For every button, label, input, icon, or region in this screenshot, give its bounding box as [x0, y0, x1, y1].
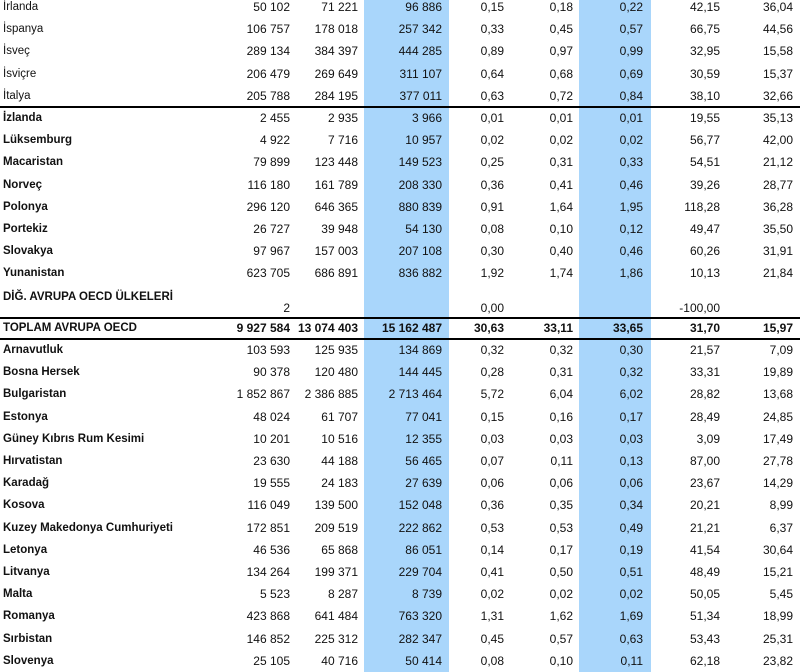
value-cell: 27,78	[762, 454, 793, 468]
value-cell: 116 049	[247, 498, 290, 513]
value-cell: 222 862	[398, 520, 442, 535]
table-row	[0, 406, 800, 428]
value-cell: 0,06	[549, 476, 573, 491]
table-row	[0, 650, 800, 672]
value-cell: 1,95	[619, 199, 643, 214]
value-cell: 31,70	[689, 321, 720, 335]
table-row	[0, 361, 800, 383]
country-name: Kosova	[3, 499, 45, 512]
value-cell: 0,06	[480, 476, 504, 491]
table-row	[0, 240, 800, 262]
value-cell: 35,50	[762, 222, 793, 236]
value-cell: 24,85	[762, 409, 793, 424]
value-cell: 0,91	[480, 199, 504, 214]
value-cell: 23,67	[689, 476, 720, 491]
value-cell: 25 105	[253, 653, 290, 668]
value-cell: 0,35	[549, 498, 573, 513]
value-cell: 0,08	[480, 222, 504, 236]
value-cell: 0,89	[480, 44, 504, 59]
value-cell: 51,34	[689, 609, 720, 624]
value-cell: 5,45	[769, 587, 793, 602]
value-cell: 65 868	[321, 542, 358, 557]
value-cell: -100,00	[679, 301, 720, 315]
value-cell: 205 788	[246, 88, 290, 103]
value-cell: 50 102	[253, 0, 290, 14]
value-cell: 36,04	[762, 0, 793, 14]
value-cell: 21,57	[689, 343, 720, 357]
value-cell: 1,64	[549, 199, 573, 214]
value-cell: 0,46	[619, 244, 643, 259]
value-cell: 39 948	[321, 222, 358, 236]
value-cell: 0,63	[619, 631, 643, 646]
country-name: İsveç	[3, 45, 30, 58]
country-name: Malta	[3, 588, 33, 601]
value-cell: 0,97	[549, 44, 573, 59]
table-row	[0, 450, 800, 472]
value-cell: 377 011	[399, 88, 442, 103]
value-cell: 284 195	[314, 88, 358, 103]
value-cell: 120 480	[314, 365, 358, 380]
value-cell: 62,18	[689, 653, 720, 668]
value-cell: 384 397	[314, 44, 358, 59]
value-cell: 0,30	[480, 244, 504, 259]
value-cell: 15 162 487	[381, 321, 442, 335]
value-cell: 0,33	[619, 155, 643, 170]
value-cell: 44,56	[762, 22, 793, 37]
value-cell: 0,17	[619, 409, 643, 424]
value-cell: 13,68	[762, 387, 793, 402]
value-cell: 46 536	[253, 542, 290, 557]
value-cell: 33,11	[543, 321, 573, 335]
value-cell: 296 120	[246, 199, 290, 214]
country-name: Yunanistan	[3, 267, 65, 280]
value-cell: 1,86	[619, 266, 643, 281]
value-cell: 61 707	[321, 409, 358, 424]
table-row	[0, 539, 800, 561]
table-row	[0, 583, 800, 605]
value-cell: 0,02	[619, 587, 643, 602]
country-name: Bulgaristan	[3, 388, 67, 401]
country-name: Estonya	[3, 410, 48, 423]
value-cell: 207 108	[398, 244, 442, 259]
value-cell: 206 479	[246, 66, 290, 81]
value-cell: 77 041	[405, 409, 442, 424]
country-name: Bosna Hersek	[3, 366, 80, 379]
value-cell: 4 922	[259, 133, 290, 148]
value-cell: 30,59	[689, 66, 720, 81]
value-cell: 3 966	[411, 111, 442, 125]
value-cell: 0,32	[619, 365, 643, 380]
table-row	[0, 85, 800, 107]
value-cell: 0,16	[549, 409, 573, 424]
country-name: Güney Kıbrıs Rum Kesimi	[3, 432, 145, 445]
value-cell: 5 523	[259, 587, 290, 602]
value-cell: 8 287	[327, 587, 358, 602]
value-cell: 36,28	[762, 199, 793, 214]
value-cell: 0,34	[619, 498, 643, 513]
value-cell: 880 839	[398, 199, 442, 214]
table-row	[0, 605, 800, 627]
country-name: Letonya	[3, 543, 48, 556]
value-cell: 14,29	[762, 476, 793, 491]
country-name: Polonya	[3, 200, 48, 213]
value-cell: 10 516	[321, 431, 358, 446]
value-cell: 0,10	[549, 653, 573, 668]
value-cell: 123 448	[314, 155, 358, 170]
value-cell: 28,77	[762, 177, 793, 192]
table-row	[0, 628, 800, 650]
value-cell: 90 378	[253, 365, 290, 380]
value-cell: 33,31	[689, 365, 720, 380]
country-name: Lüksemburg	[3, 134, 73, 147]
value-cell: 0,33	[480, 22, 504, 37]
value-cell: 48,49	[689, 565, 720, 579]
value-cell: 17,49	[762, 431, 793, 446]
value-cell: 3,09	[696, 431, 720, 446]
table-row	[0, 494, 800, 516]
value-cell: 13 074 403	[297, 321, 358, 335]
value-cell: 144 445	[398, 365, 442, 380]
table-row	[0, 262, 800, 284]
value-cell: 39,26	[689, 177, 720, 192]
value-cell: 42,15	[689, 0, 720, 14]
table-row	[0, 561, 800, 583]
value-cell: 161 789	[314, 177, 358, 192]
value-cell: 0,02	[549, 133, 573, 148]
value-cell: 199 371	[314, 565, 358, 579]
value-cell: 149 523	[398, 155, 442, 170]
value-cell: 1,62	[549, 609, 573, 624]
value-cell: 0,02	[480, 133, 504, 148]
value-cell: 25,31	[762, 631, 793, 646]
value-cell: 32,66	[762, 88, 793, 103]
country-name: Norveç	[3, 178, 42, 191]
country-name: İzlanda	[3, 112, 42, 124]
value-cell: 0,51	[619, 565, 643, 579]
value-cell: 0,45	[549, 22, 573, 37]
value-cell: 86 051	[405, 542, 442, 557]
value-cell: 0,68	[549, 66, 573, 81]
value-cell: 641 484	[314, 609, 358, 624]
country-name: Arnavutluk	[3, 344, 64, 356]
table-row	[0, 18, 800, 40]
value-cell: 282 347	[398, 631, 442, 646]
value-cell: 20,21	[689, 498, 720, 513]
value-cell: 0,10	[549, 222, 573, 236]
table-row	[0, 196, 800, 218]
value-cell: 103 593	[246, 343, 290, 357]
value-cell: 1,74	[549, 266, 573, 281]
value-cell: 19,55	[689, 111, 720, 125]
value-cell: 444 285	[398, 44, 442, 59]
value-cell: 24 183	[321, 476, 358, 491]
value-cell: 0,17	[549, 542, 573, 557]
value-cell: 15,58	[762, 44, 793, 59]
value-cell: 646 365	[314, 199, 358, 214]
table-row	[0, 218, 800, 240]
value-cell: 0,31	[549, 155, 573, 170]
value-cell: 28,49	[689, 409, 720, 424]
value-cell: 41,54	[689, 542, 720, 557]
country-name: İsviçre	[3, 67, 37, 80]
value-cell: 0,32	[549, 343, 573, 357]
value-cell: 0,40	[549, 244, 573, 259]
value-cell: 8 739	[411, 587, 442, 602]
value-cell: 60,26	[689, 244, 720, 259]
value-cell: 0,36	[480, 177, 504, 192]
value-cell: 225 312	[314, 631, 358, 646]
value-cell: 2 455	[259, 111, 290, 125]
value-cell: 53,43	[689, 631, 720, 646]
table-row	[0, 129, 800, 151]
value-cell: 0,19	[619, 542, 643, 557]
value-cell: 66,75	[689, 22, 720, 37]
value-cell: 7,09	[769, 343, 793, 357]
table-row	[0, 174, 800, 196]
value-cell: 28,82	[689, 387, 720, 402]
value-cell: 623 705	[246, 266, 290, 281]
value-cell: 44 188	[321, 454, 358, 468]
value-cell: 42,00	[762, 133, 793, 148]
value-cell: 38,10	[689, 88, 720, 103]
value-cell: 0,01	[549, 111, 573, 125]
value-cell: 0,12	[619, 222, 643, 236]
table-row	[0, 428, 800, 450]
value-cell: 97 967	[253, 244, 290, 259]
value-cell: 0,02	[480, 587, 504, 602]
table-row	[0, 107, 800, 129]
value-cell: 0,25	[480, 155, 504, 170]
table-row	[0, 151, 800, 173]
value-cell: 6,37	[769, 520, 793, 535]
value-cell: 146 852	[246, 631, 290, 646]
value-cell: 8,99	[769, 498, 793, 513]
value-cell: 0,49	[619, 520, 643, 535]
value-cell: 0,57	[619, 22, 643, 37]
value-cell: 15,37	[762, 66, 793, 81]
value-cell: 125 935	[314, 343, 358, 357]
value-cell: 31,91	[762, 244, 793, 259]
value-cell: 178 018	[314, 22, 358, 37]
value-cell: 0,30	[619, 343, 643, 357]
country-name: DİĞ. AVRUPA OECD ÜLKELERİ	[3, 291, 173, 303]
value-cell: 54 130	[405, 222, 442, 236]
value-cell: 71 221	[321, 0, 358, 14]
country-name: İtalya	[3, 89, 31, 102]
country-name: TOPLAM AVRUPA OECD	[3, 322, 137, 334]
value-cell: 21,84	[762, 266, 793, 281]
value-cell: 208 330	[398, 177, 442, 192]
country-name: Slovakya	[3, 245, 53, 258]
value-cell: 257 342	[398, 22, 442, 37]
value-cell: 0,03	[619, 431, 643, 446]
value-cell: 21,21	[689, 520, 720, 535]
value-cell: 0,50	[549, 565, 573, 579]
value-cell: 2 386 885	[304, 387, 358, 402]
value-cell: 23,82	[762, 653, 793, 668]
country-name: Hırvatistan	[3, 455, 63, 467]
value-cell: 6,04	[549, 387, 573, 402]
value-cell: 56 465	[405, 454, 442, 468]
value-cell: 423 868	[246, 609, 290, 624]
value-cell: 54,51	[689, 155, 720, 170]
country-name: Slovenya	[3, 654, 54, 667]
value-cell: 7 716	[327, 133, 358, 148]
value-cell: 15,21	[762, 565, 793, 579]
value-cell: 19 555	[253, 476, 290, 491]
value-cell: 0,07	[480, 454, 504, 468]
country-name: Sırbistan	[3, 632, 53, 645]
value-cell: 79 899	[253, 155, 290, 170]
country-name: İspanya	[3, 23, 44, 36]
value-cell: 0,32	[480, 343, 504, 357]
value-cell: 0,72	[549, 88, 573, 103]
value-cell: 0,13	[619, 454, 643, 468]
value-cell: 0,15	[480, 0, 504, 14]
value-cell: 10,13	[689, 266, 720, 281]
value-cell: 289 134	[246, 44, 290, 59]
value-cell: 35,13	[762, 111, 793, 125]
value-cell: 26 727	[253, 222, 290, 236]
value-cell: 33,65	[612, 321, 643, 335]
value-cell: 0,69	[619, 66, 643, 81]
value-cell: 0,02	[549, 587, 573, 602]
value-cell: 0,06	[619, 476, 643, 491]
value-cell: 139 500	[314, 498, 358, 513]
value-cell: 152 048	[398, 498, 442, 513]
value-cell: 1,69	[619, 609, 643, 624]
value-cell: 118,28	[684, 199, 720, 214]
value-cell: 0,15	[480, 409, 504, 424]
value-cell: 27 639	[405, 476, 442, 491]
value-cell: 0,99	[619, 44, 643, 59]
value-cell: 18,99	[762, 609, 793, 624]
country-name: Portekiz	[3, 223, 48, 235]
value-cell: 15,97	[762, 321, 793, 335]
value-cell: 0,41	[480, 565, 504, 579]
value-cell: 0,31	[549, 365, 573, 380]
value-cell: 0,03	[549, 431, 573, 446]
value-cell: 0,53	[480, 520, 504, 535]
value-cell: 6,02	[619, 387, 643, 402]
table-row	[0, 40, 800, 62]
value-cell: 0,28	[480, 365, 504, 380]
value-cell: 1,31	[480, 609, 504, 624]
value-cell: 2	[283, 301, 290, 315]
value-cell: 10 957	[405, 133, 442, 148]
table-row	[0, 383, 800, 405]
value-cell: 5,72	[480, 387, 504, 402]
value-cell: 0,01	[619, 111, 643, 125]
value-cell: 209 519	[314, 520, 358, 535]
table-row	[0, 517, 800, 539]
value-cell: 269 649	[314, 66, 358, 81]
value-cell: 12 355	[405, 431, 442, 446]
value-cell: 0,02	[619, 133, 643, 148]
value-cell: 40 716	[321, 653, 358, 668]
value-cell: 0,08	[480, 653, 504, 668]
value-cell: 0,84	[619, 88, 643, 103]
value-cell: 32,95	[689, 44, 720, 59]
value-cell: 0,64	[480, 66, 504, 81]
value-cell: 48 024	[253, 409, 290, 424]
value-cell: 0,45	[480, 631, 504, 646]
value-cell: 836 882	[398, 266, 442, 281]
value-cell: 0,18	[549, 0, 573, 14]
value-cell: 0,36	[480, 498, 504, 513]
table-row-other-oecd	[0, 288, 800, 318]
table-row	[0, 63, 800, 85]
value-cell: 134 264	[246, 565, 290, 579]
value-cell: 56,77	[689, 133, 720, 148]
value-cell: 311 107	[399, 66, 442, 81]
value-cell: 23 630	[253, 454, 290, 468]
value-cell: 686 891	[314, 266, 358, 281]
value-cell: 134 869	[398, 343, 442, 357]
value-cell: 0,46	[619, 177, 643, 192]
value-cell: 0,57	[549, 631, 573, 646]
value-cell: 49,47	[689, 222, 720, 236]
country-name: İrlanda	[3, 1, 39, 13]
value-cell: 106 757	[246, 22, 290, 37]
value-cell: 9 927 584	[236, 321, 290, 335]
country-name: Romanya	[3, 610, 55, 623]
value-cell: 0,11	[550, 454, 573, 468]
value-cell: 157 003	[314, 244, 358, 259]
value-cell: 30,64	[762, 542, 793, 557]
country-name: Litvanya	[3, 566, 50, 578]
value-cell: 10 201	[253, 431, 290, 446]
value-cell: 0,53	[549, 520, 573, 535]
value-cell: 21,12	[762, 155, 793, 170]
value-cell: 1,92	[480, 266, 504, 281]
value-cell: 0,22	[619, 0, 643, 14]
value-cell: 0,41	[549, 177, 573, 192]
table-row	[0, 472, 800, 494]
value-cell: 0,00	[480, 301, 504, 315]
value-cell: 763 320	[398, 609, 442, 624]
value-cell: 0,11	[620, 653, 643, 668]
value-cell: 87,00	[689, 454, 720, 468]
country-name: Macaristan	[3, 156, 64, 169]
table-row	[0, 339, 800, 361]
table-row	[0, 317, 800, 339]
country-name: Karadağ	[3, 477, 50, 490]
value-cell: 229 704	[398, 565, 442, 579]
table-row	[0, 0, 800, 18]
value-cell: 96 886	[405, 0, 442, 14]
value-cell: 2 935	[327, 111, 358, 125]
value-cell: 50 414	[405, 653, 442, 668]
value-cell: 30,63	[473, 321, 504, 335]
value-cell: 0,01	[480, 111, 504, 125]
value-cell: 1 852 867	[236, 387, 290, 402]
value-cell: 172 851	[246, 520, 290, 535]
value-cell: 0,03	[480, 431, 504, 446]
value-cell: 0,14	[480, 542, 504, 557]
value-cell: 0,63	[480, 88, 504, 103]
value-cell: 2 713 464	[388, 387, 442, 402]
value-cell: 19,89	[762, 365, 793, 380]
value-cell: 50,05	[689, 587, 720, 602]
country-name: Kuzey Makedonya Cumhuriyeti	[3, 521, 173, 534]
value-cell: 116 180	[247, 177, 290, 192]
